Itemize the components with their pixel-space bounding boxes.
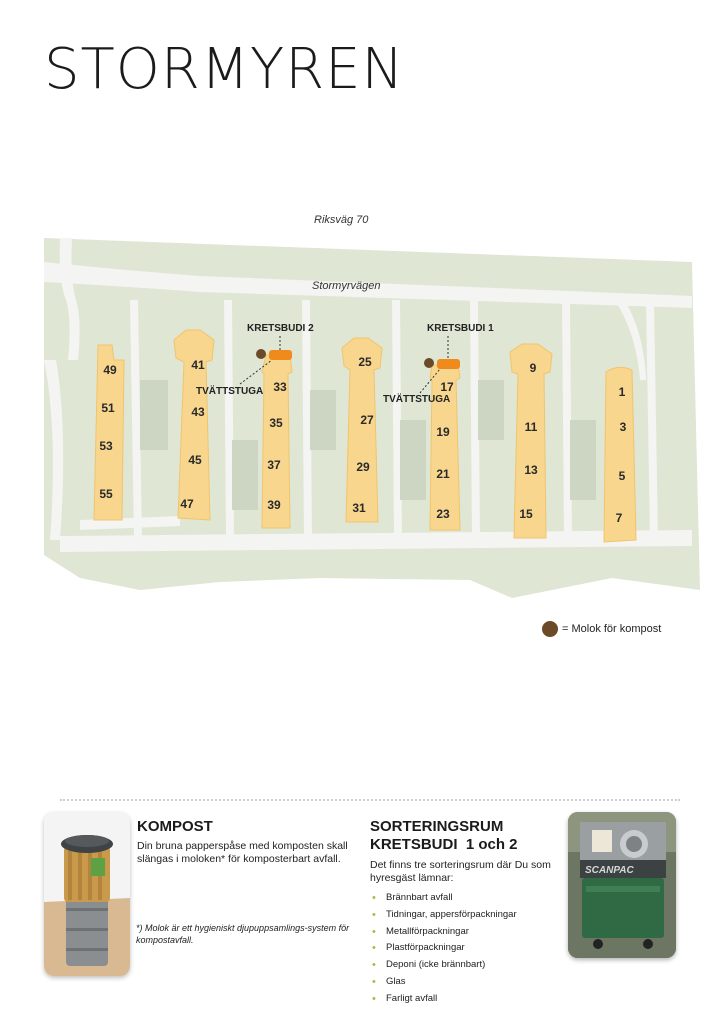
photo-brand-text: SCANPAC [585,865,634,876]
sortering-list [370,890,517,1008]
building-number-35: 35 [269,416,283,430]
parking-1 [140,380,168,450]
building-number-27: 27 [360,413,374,427]
molok-illustration [44,812,130,976]
list-item: • Tidningar, appersförpackningar [370,907,517,924]
building-number-53: 53 [99,439,113,453]
molok-bin-icon [44,812,130,976]
kompost-text: Din bruna papperspåse med komposten skall slängas i moloken* för komposterbart avfall. [137,840,348,865]
tvattstuga-label-2: TVÄTTSTUGA [383,394,451,405]
building-number-31: 31 [352,501,366,515]
road-label-riksvag: Riksväg 70 [314,214,369,226]
building-number-45: 45 [188,453,202,467]
molok-marker-2 [424,358,434,368]
map-legend [542,621,661,637]
sortering-heading-2: KRETSBUDI 1 och 2 [370,836,518,853]
building-number-37: 37 [267,458,281,472]
building-number-19: 19 [436,425,450,439]
building-number-33: 33 [273,380,287,394]
list-item: • Plastförpackningar [370,940,517,957]
building-number-13: 13 [524,463,538,477]
kretsbudi-1-label: KRETSBUDI 1 [427,323,494,334]
sortering-heading-1: SORTERINGSRUM [370,818,504,835]
sorting-room-photo [568,812,676,958]
building-number-23: 23 [436,507,450,521]
building-number-21: 21 [436,467,450,481]
building-number-39: 39 [267,498,281,512]
building-number-41: 41 [191,358,205,372]
building-number-47: 47 [180,497,194,511]
list-item: • Glas [370,974,517,991]
building-number-11: 11 [524,420,538,434]
building-number-9: 9 [529,361,537,375]
building-number-7: 7 [615,511,623,525]
molok-legend-icon [542,621,558,637]
parking-4 [400,420,426,500]
road-label-stormyrvagen: Stormyrvägen [312,280,381,292]
kompost-heading: KOMPOST [137,818,213,835]
page-title: STORMYREN [44,37,405,102]
building-number-1: 1 [618,385,626,399]
tvattstuga-label-1: TVÄTTSTUGA [196,386,264,397]
parking-3 [310,390,336,450]
kretsbudi-1-marker [437,359,460,369]
building-number-43: 43 [191,405,205,419]
kretsbudi-2-marker [269,350,292,360]
building-number-5: 5 [618,469,626,483]
list-item: • Brännbart avfall [370,890,517,907]
building-number-29: 29 [356,460,370,474]
parking-5 [478,380,504,440]
kompost-note: *) Molok är ett hygieniskt djupuppsamlings-system för kompostavfall. [136,923,350,945]
building-number-3: 3 [619,420,627,434]
building-number-55: 55 [99,487,113,501]
compactor-image [568,812,676,958]
legend-label: = Molok för kompost [562,623,662,635]
building-number-17: 17 [440,380,454,394]
parking-6 [570,420,596,500]
building-number-15: 15 [519,507,533,521]
building-number-25: 25 [358,355,372,369]
list-item: • Deponi (icke brännbart) [370,957,517,974]
building-number-49: 49 [103,363,117,377]
molok-marker-1 [256,349,266,359]
sortering-intro: Det finns tre sorteringsrum där Du som hyresgäst lämnar: [370,859,551,884]
list-item: • Metallförpackningar [370,924,517,941]
list-item: • Farligt avfall [370,991,517,1008]
building-number-51: 51 [101,401,115,415]
kretsbudi-2-label: KRETSBUDI 2 [247,323,314,334]
parking-2 [232,440,258,510]
section-divider [60,799,680,801]
